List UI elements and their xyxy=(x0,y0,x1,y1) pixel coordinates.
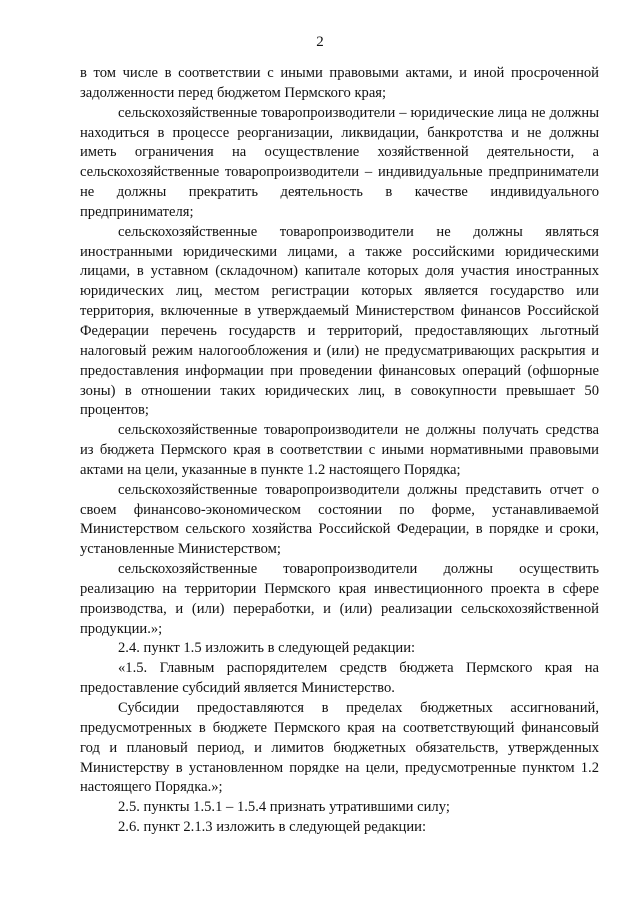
paragraph-amendment-2-5: 2.5. пункты 1.5.1 – 1.5.4 признать утратившими силу; xyxy=(118,799,450,816)
paragraph-amendment-2-6: 2.6. пункт 2.1.3 изложить в следующей редакции: xyxy=(118,819,427,836)
paragraph-reorganization-requirement: сельскохозяйственные товаропроизводители – юридические лица не должны находиться в процессе реорганизации, ликвидации, банкротства и не должны иметь ограничения на осуществление хозяйственной деятельности, а сельскохозяйственные товаропроизводители – индивидуальные предприниматели не должны прекратить деятельность в качестве индивидуального предпринимателя; xyxy=(80,104,599,220)
paragraph-no-other-funds-requirement: сельскохозяйственные товаропроизводители не должны получать средства из бюджета Пермского края в соответствии с иными нормативными правовыми актами на цели, указанные в пункте 1.2 настоящего Порядка; xyxy=(80,422,599,478)
paragraph-clause-1-5: «1.5. Главным распорядителем средств бюджета Пермского края на предоставление субсидий является Министерство. xyxy=(80,660,599,697)
page-number: 2 xyxy=(316,34,324,50)
paragraph-subsidies-limits: Субсидии предоставляются в пределах бюджетных ассигнований, предусмотренных в бюджете Пермского края на соответствующий финансовый год и плановый период, и лимитов бюджетных обязательств, утвержденных Министерству в установленном порядке на цели, предусмотренные пунктом 1.2 настоящего Порядка.»; xyxy=(80,700,599,796)
paragraph-amendment-2-4: 2.4. пункт 1.5 изложить в следующей редакции: xyxy=(118,640,416,657)
paragraph-continuation: в том числе в соответствии с иными правовыми актами, и иной просроченной задолженности перед бюджетом Пермского края; xyxy=(80,65,599,101)
paragraph-foreign-entities-requirement: сельскохозяйственные товаропроизводители не должны являться иностранными юридическими лицами, а также российскими юридическими лицами, в уставном (складочном) капитале которых доля участия иностранных юридических лиц, местом регистрации которых является государство или территория, включенные в утверждаемый Министерством финансов Российской Федерации перечень государств и территорий, предоставляющих льготный налоговый режим налогообложения и (или) не предусматривающих раскрытия и предоставления информации при проведении финансовых операций (офшорные зоны) в отношении таких юридических лиц, в совокупности превышает 50 процентов; xyxy=(80,223,599,419)
paragraph-investment-project-requirement: сельскохозяйственные товаропроизводители должны осуществить реализацию на территории Пермского края инвестиционного проекта в сфере производства, и (или) переработки, и (или) реализации сельскохозяйственной продукции.»; xyxy=(80,561,599,637)
paragraph-report-requirement: сельскохозяйственные товаропроизводители должны представить отчет о своем финансово-экономическом состоянии по форме, устанавливаемой Министерством сельского хозяйства Российской Федерации, в порядке и сроки, установленные Министерством; xyxy=(80,481,599,558)
document-body xyxy=(80,64,599,838)
